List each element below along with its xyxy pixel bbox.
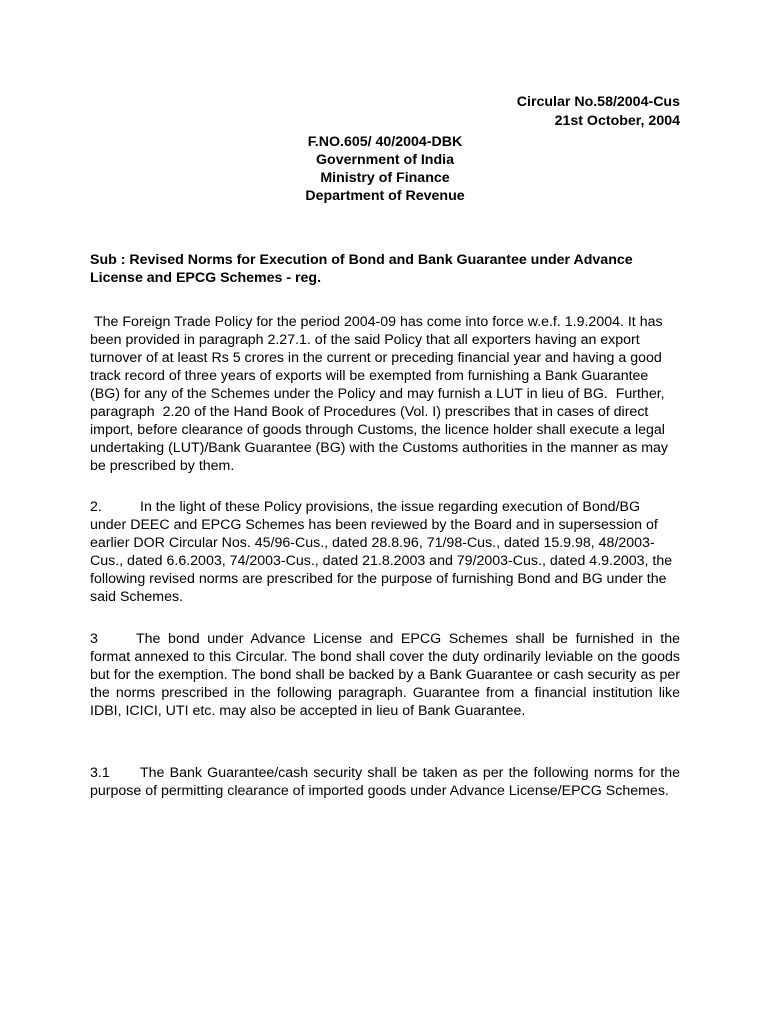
subject-line: Sub : Revised Norms for Execution of Bond and Bank Guarantee under Advance License and EPCG Schemes - reg. bbox=[90, 252, 633, 286]
paragraph-1-text: The Foreign Trade Policy for the period 2004-09 has come into force w.e.f. 1.9.2004. It has been provided in paragraph 2.27.1. of the said Policy that all exporters having an export turnover of at least Rs 5 crores in the current or preceding financial year and having a good track record of three years of exports will be exempted from furnishing a Bank Guarantee (BG) for any of the Schemes under the Policy and may furnish a LUT in lieu of BG. Further, paragraph 2.20 of the Hand Book of Procedures (Vol. I) prescribes that in cases of direct import, before clearance of goods through Customs, the licence holder shall execute a legal undertaking (LUT)/Bank Guarantee (BG) with the Customs authorities in the manner as may be prescribed by them. bbox=[90, 314, 672, 474]
issuing-office bbox=[0, 133, 770, 205]
paragraph-3-1 bbox=[90, 764, 680, 800]
paragraph-1 bbox=[90, 313, 680, 475]
circular-header bbox=[517, 93, 680, 131]
file-number: F.NO.605/ 40/2004-DBK bbox=[307, 134, 463, 150]
ministry-name: Ministry of Finance bbox=[320, 170, 450, 186]
paragraph-2 bbox=[90, 498, 680, 606]
department-name: Department of Revenue bbox=[305, 188, 465, 204]
paragraph-3-1-text: The Bank Guarantee/cash security shall be taken as per the following norms for the purpose of permitting clearance of imported goods under Advance License/EPCG Schemes. bbox=[90, 765, 680, 799]
circular-date: 21st October, 2004 bbox=[554, 113, 680, 129]
circular-number: Circular No.58/2004-Cus bbox=[516, 94, 680, 110]
paragraph-2-number: 2. bbox=[90, 499, 102, 515]
paragraph-2-text: In the light of these Policy provisions, the issue regarding execution of Bond/BG under DEEC and EPCG Schemes has been reviewed by the Board and in supersession of earlier DOR Circular Nos. 45/96-Cus., dated 28.8.96, 71/98-Cus., dated 15.9.98, 48/2003-Cus., dated 6.6.2003, 74/2003-Cus., dated 21.8.2003 and 79/2003-Cus., dated 4.9.2003, the following revised norms are prescribed for the purpose of furnishing Bond and BG under the said Schemes. bbox=[90, 499, 673, 605]
paragraph-3 bbox=[90, 630, 680, 720]
paragraph-3-number: 3 bbox=[90, 631, 98, 647]
government-name: Government of India bbox=[316, 152, 454, 168]
paragraph-3-1-number: 3.1 bbox=[90, 765, 110, 781]
paragraph-3-text: The bond under Advance License and EPCG Schemes shall be furnished in the format annexed to this Circular. The bond shall cover the duty ordinarily leviable on the goods but for the exemption. The bond shall be backed by a Bank Guarantee or cash security as per the norms prescribed in the following paragraph. Guarantee from a financial institution like IDBI, ICICI, UTI etc. may also be accepted in lieu of Bank Guarantee. bbox=[90, 631, 680, 719]
